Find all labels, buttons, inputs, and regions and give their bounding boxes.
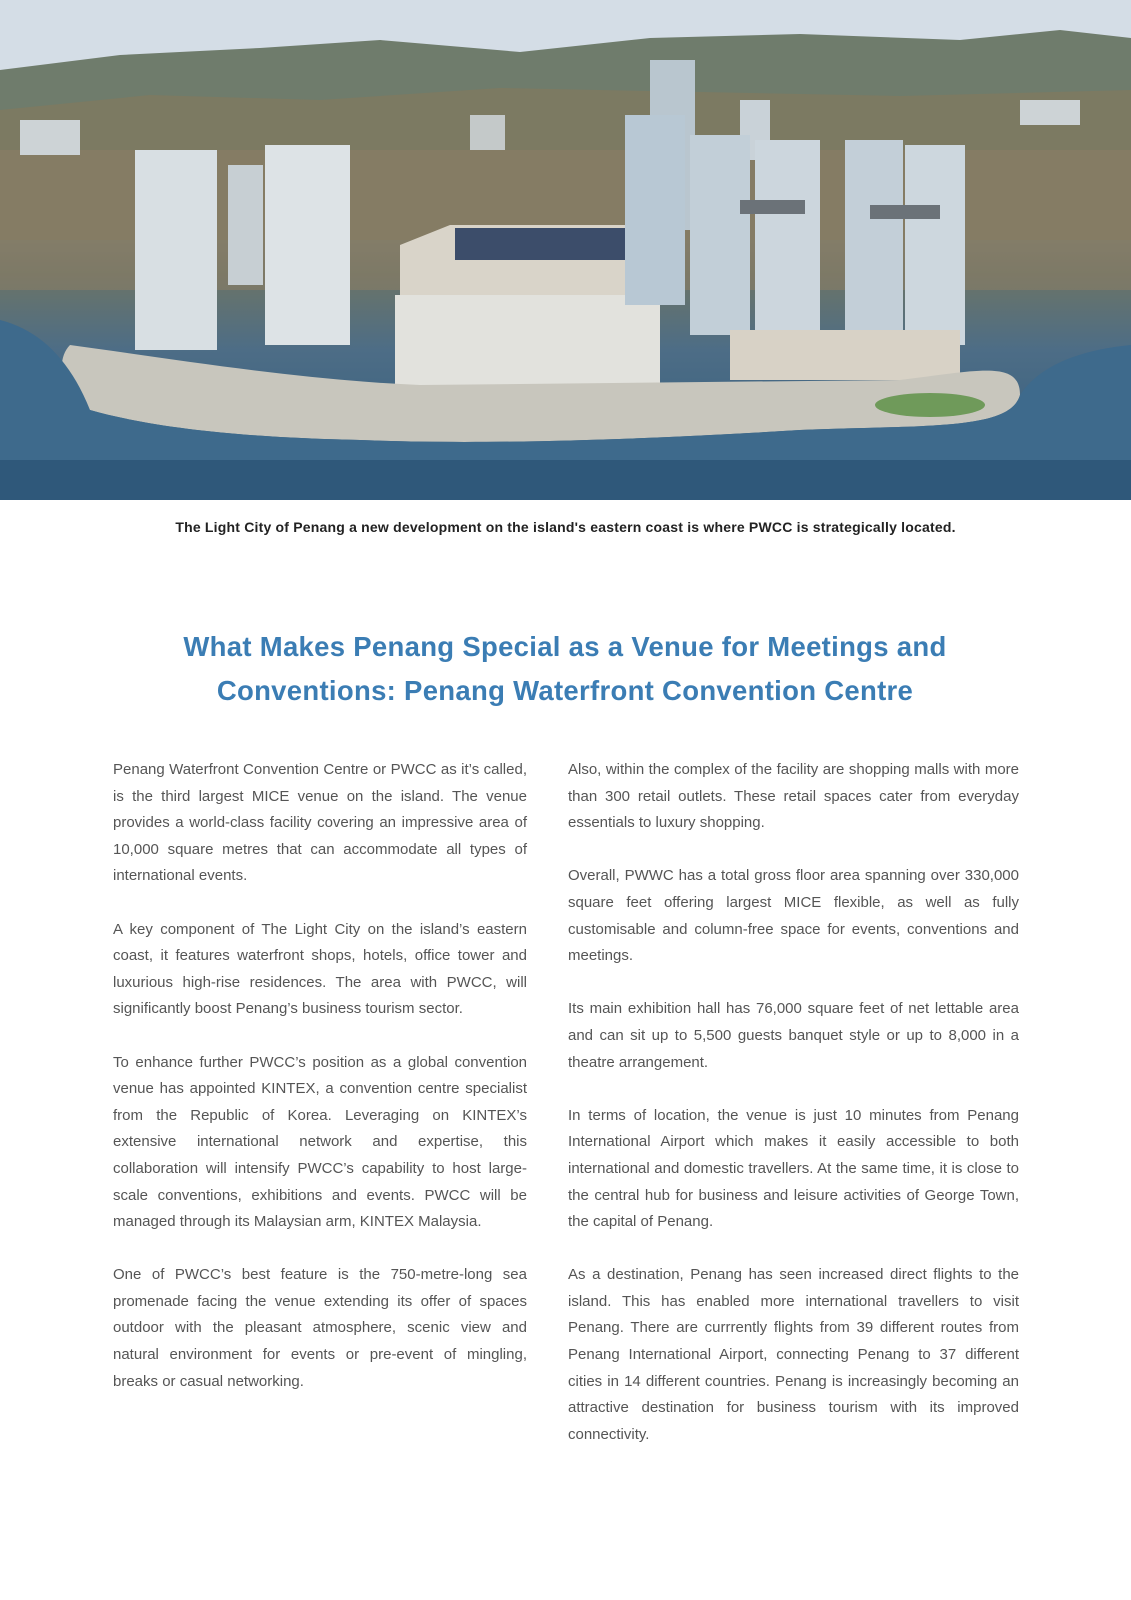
left-column [113, 757, 527, 1422]
article-title-line-2: Conventions: Penang Waterfront Convention Centre [216, 675, 914, 706]
hero-photo [0, 0, 1131, 500]
paragraph: A key component of The Light City on the island’s eastern coast, it features waterfront shops, hotels, office tower and luxurious high-rise residences. The area with PWCC, will significantly boost Penang’s business tourism sector. [113, 920, 527, 1018]
paragraph: Penang Waterfront Convention Centre or PWCC as it’s called, is the third largest MICE venue on the island. The venue provides a world-class facility covering an impressive area of 10,000 square metres that can accommodate all types of international events. [113, 761, 527, 885]
photo-caption: The Light City of Penang a new development on the island's eastern coast is where PWCC is strategically located. [175, 519, 956, 535]
waterfront-illustration [0, 0, 1131, 500]
article-title-line-1: What Makes Penang Special as a Venue for Meetings and [183, 631, 947, 662]
paragraph: One of PWCC’s best feature is the 750-metre-long sea promenade facing the venue extending its offer of spaces outdoor with the pleasant atmosphere, scenic view and natural environment for events or pre-event of mingling, breaks or casual networking. [113, 1266, 527, 1390]
paragraph: To enhance further PWCC’s position as a global convention venue has appointed KINTEX, a convention centre specialist from the Republic of Korea. Leveraging on KINTEX’s extensive international network and expertise, this collaboration will intensify PWCC’s capability to host large-scale conventions, exhibitions and events. PWCC will be managed through its Malaysian arm, KINTEX Malaysia. [113, 1053, 527, 1231]
paragraph: Its main exhibition hall has 76,000 square feet of net lettable area and can sit up to 5,500 guests banquet style or up to 8,000 in a theatre arrangement. [568, 1000, 1019, 1071]
paragraph: In terms of location, the venue is just 10 minutes from Penang International Airport which makes it easily accessible to both international and domestic travellers. At the same time, it is close to the central hub for business and leisure activities of George Town, the capital of Penang. [568, 1106, 1019, 1231]
paragraph: Also, within the complex of the facility are shopping malls with more than 300 retail outlets. These retail spaces cater from everyday essentials to luxury shopping. [568, 761, 1019, 832]
paragraph: As a destination, Penang has seen increased direct flights to the island. This has enabled more international travellers to visit Penang. There are currrently flights from 39 different routes from Penang International Airport, connecting Penang to 37 different cities in 14 different countries. Penang is increasingly becoming an attractive destination for business tourism with its improved connectivity. [568, 1266, 1019, 1443]
paragraph: Overall, PWWC has a total gross floor area spanning over 330,000 square feet offering largest MICE flexible, as well as fully customisable and column-free space for events, conventions and meetings. [568, 867, 1019, 965]
right-column [568, 757, 1019, 1475]
article-title [130, 625, 1000, 713]
